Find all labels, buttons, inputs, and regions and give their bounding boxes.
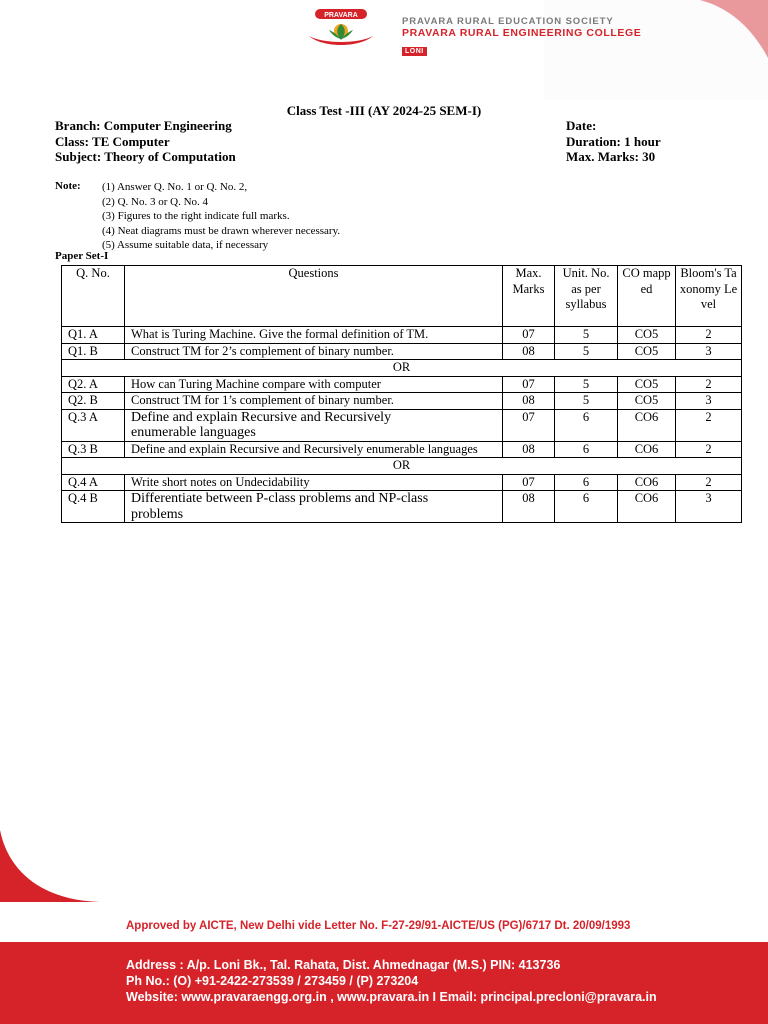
marks-cell: 08 <box>503 343 555 360</box>
or-label: OR <box>62 360 742 377</box>
table-row <box>62 393 742 410</box>
unit-cell: 5 <box>555 376 618 393</box>
question-cell: Write short notes on Undecidability <box>125 474 503 491</box>
co-cell: CO6 <box>618 409 676 441</box>
header-unit: Unit. No. as per syllabus <box>555 266 618 327</box>
college-name: PRAVARA RURAL ENGINEERING COLLEGE <box>402 27 642 39</box>
qno-cell: Q1. B <box>62 343 125 360</box>
co-cell: CO5 <box>618 376 676 393</box>
duration-line: Duration: 1 hour <box>566 133 661 149</box>
bloom-cell: 2 <box>676 409 742 441</box>
co-cell: CO6 <box>618 474 676 491</box>
note-item: (1) Answer Q. No. 1 or Q. No. 2, <box>102 181 248 193</box>
bloom-cell: 3 <box>676 343 742 360</box>
unit-cell: 5 <box>555 327 618 344</box>
phone-line: Ph No.: (O) +91-2422-273539 / 273459 / (P) 273204 <box>126 974 419 988</box>
branch-line: Branch: Computer Engineering <box>55 118 232 133</box>
address-line: Address : A/p. Loni Bk., Tal. Rahata, Dist. Ahmednagar (M.S.) PIN: 413736 <box>126 958 561 972</box>
note-item: (4) Neat diagrams must be drawn wherever necessary. <box>102 224 341 237</box>
subject-line: Subject: Theory of Computation <box>55 149 236 164</box>
co-cell: CO5 <box>618 327 676 344</box>
marks-cell: 07 <box>503 327 555 344</box>
bloom-cell: 2 <box>676 474 742 491</box>
college-name-block <box>402 16 641 58</box>
society-name: PRAVARA RURAL EDUCATION SOCIETY <box>402 16 614 27</box>
or-label: OR <box>62 458 742 475</box>
questions-table <box>61 265 742 523</box>
test-title: Class Test -III (AY 2024-25 SEM-I) <box>286 103 482 118</box>
marks-cell: 07 <box>503 409 555 441</box>
table-row <box>62 343 742 360</box>
aicte-approval-line: Approved by AICTE, New Delhi vide Letter No. F-27-29/91-AICTE/US (PG)/6717 Dt. 20/09/1993 <box>126 920 631 932</box>
table-row <box>62 327 742 344</box>
unit-cell: 6 <box>555 409 618 441</box>
header-swoosh-decoration <box>0 0 768 100</box>
table-row <box>62 441 742 458</box>
table-header-row <box>62 266 742 327</box>
bloom-cell: 2 <box>676 376 742 393</box>
notes-list <box>102 180 340 253</box>
note-item: (2) Q. No. 3 or Q. No. 4 <box>102 195 209 208</box>
note-item: (3) Figures to the right indicate full marks. <box>102 210 290 222</box>
or-separator-row <box>62 360 742 377</box>
qno-cell: Q1. A <box>62 327 125 344</box>
unit-cell: 6 <box>555 441 618 458</box>
header-bloom: Bloom's Taxonomy Level <box>676 266 742 327</box>
marks-cell: 08 <box>503 441 555 458</box>
co-cell: CO5 <box>618 393 676 410</box>
question-cell: Define and explain Recursive and Recursively enumerable languages <box>125 409 503 441</box>
marks-cell: 07 <box>503 376 555 393</box>
table-row <box>62 376 742 393</box>
unit-cell: 6 <box>555 474 618 491</box>
contact-block <box>126 957 657 1005</box>
unit-cell: 5 <box>555 343 618 360</box>
class-line: Class: TE Computer <box>55 133 170 149</box>
note-label: Note: <box>55 180 81 192</box>
table-row <box>62 491 742 523</box>
qno-cell: Q2. A <box>62 376 125 393</box>
header-co: CO mapped <box>618 266 676 327</box>
header-max-marks: Max. Marks <box>503 266 555 327</box>
marks-cell: 08 <box>503 491 555 523</box>
co-cell: CO6 <box>618 491 676 523</box>
bloom-cell: 2 <box>676 441 742 458</box>
location-badge: LONI <box>402 47 427 56</box>
qno-cell: Q.3 B <box>62 441 125 458</box>
question-cell: Construct TM for 2’s complement of binary number. <box>125 343 503 360</box>
letterhead-header <box>0 0 768 100</box>
qno-cell: Q2. B <box>62 393 125 410</box>
table-row <box>62 474 742 491</box>
question-cell: Differentiate between P-class problems and NP-class problems <box>125 491 503 523</box>
date-line: Date: <box>566 118 597 133</box>
college-emblem-logo <box>303 6 379 52</box>
website-email-line: Website: www.pravaraengg.org.in , www.pravara.in I Email: principal.precloni@pravara.in <box>126 990 657 1004</box>
test-info-right <box>566 118 661 165</box>
paper-set-label: Paper Set-I <box>55 250 109 262</box>
qno-cell: Q.4 B <box>62 491 125 523</box>
bloom-cell: 2 <box>676 327 742 344</box>
or-separator-row <box>62 458 742 475</box>
question-cell: What is Turing Machine. Give the formal definition of TM. <box>125 327 503 344</box>
marks-cell: 08 <box>503 393 555 410</box>
qno-cell: Q.4 A <box>62 474 125 491</box>
test-info-left <box>55 118 236 165</box>
max-marks-line: Max. Marks: 30 <box>566 149 656 164</box>
question-cell: Define and explain Recursive and Recursively enumerable languages <box>125 441 503 458</box>
unit-cell: 6 <box>555 491 618 523</box>
emblem-text: PRAVARA <box>324 12 358 19</box>
note-item: (5) Assume suitable data, if necessary <box>102 239 269 251</box>
co-cell: CO5 <box>618 343 676 360</box>
question-cell: Construct TM for 1’s complement of binary number. <box>125 393 503 410</box>
unit-cell: 5 <box>555 393 618 410</box>
header-qno: Q. No. <box>62 266 125 327</box>
qno-cell: Q.3 A <box>62 409 125 441</box>
bloom-cell: 3 <box>676 393 742 410</box>
marks-cell: 07 <box>503 474 555 491</box>
header-questions: Questions <box>125 266 503 327</box>
bloom-cell: 3 <box>676 491 742 523</box>
co-cell: CO6 <box>618 441 676 458</box>
table-row <box>62 409 742 441</box>
question-cell: How can Turing Machine compare with computer <box>125 376 503 393</box>
